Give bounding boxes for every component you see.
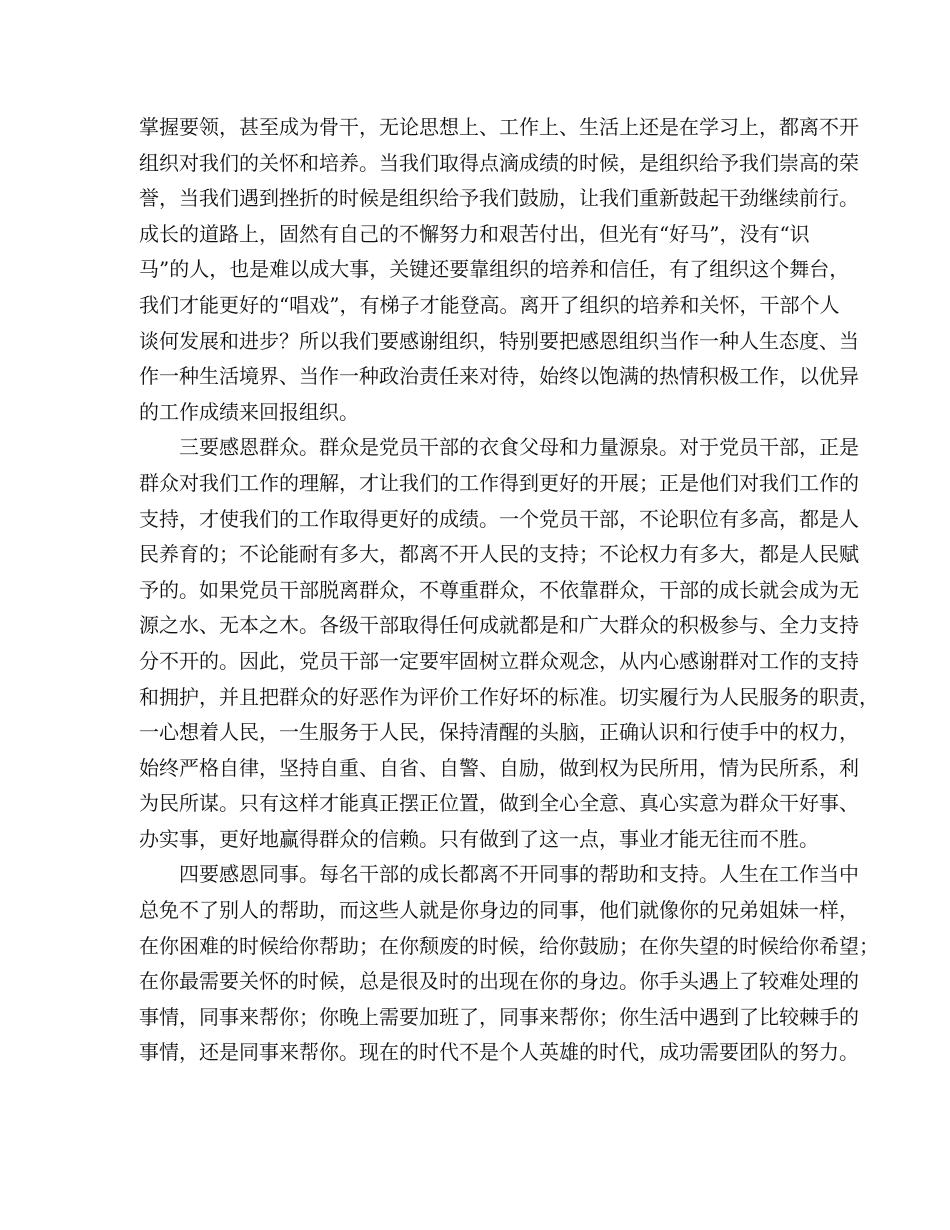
text-line: 始终严格自律，坚持自重、自省、自警、自励，做到权为民所用，情为民所系，利	[139, 755, 859, 780]
text-line: 办实事，更好地赢得群众的信赖。只有做到了这一点，事业才能无往而不胜。	[139, 826, 819, 851]
text-line: 予的。如果党员干部脱离群众，不尊重群众，不依靠群众，干部的成长就会成为无	[139, 577, 859, 602]
text-line: 成长的道路上，固然有自己的不懈努力和艰苦付出，但光有“好马”，没有“识	[139, 221, 810, 246]
text-line: 为民所谋。只有这样才能真正摆正位置，做到全心全意、真心实意为群众干好事、	[139, 791, 859, 816]
text-line: 誉，当我们遇到挫折的时候是组织给予我们鼓励，让我们重新鼓起干劲继续前行。	[139, 186, 859, 211]
text-line: 群众对我们工作的理解，才让我们的工作得到更好的开展；正是他们对我们工作的	[139, 470, 859, 495]
document-body	[139, 110, 879, 1071]
text-line: 源之水、无本之木。各级干部取得任何成就都是和广大群众的积极参与、全力支持	[139, 613, 859, 638]
text-line: 掌握要领，甚至成为骨干，无论思想上、工作上、生活上还是在学习上，都离不开	[139, 115, 859, 139]
text-line: 一心想着人民，一生服务于人民，保持清醒的头脑，正确认识和行使手中的权力，	[139, 720, 859, 745]
text-line: 事情，同事来帮你；你晚上需要加班了，同事来帮你；你生活中遇到了比较棘手的	[139, 1004, 859, 1029]
text-line: 支持，才使我们的工作取得更好的成绩。一个党员干部，不论职位有多高，都是人	[139, 506, 859, 531]
text-line: 我们才能更好的“唱戏”，有梯子才能登高。离开了组织的培养和关怀，干部个人	[139, 292, 840, 317]
paragraph-first-line: 四要感恩同事。每名干部的成长都离不开同事的帮助和支持。人生在工作当中	[179, 862, 859, 887]
text-line: 组织对我们的关怀和培养。当我们取得点滴成绩的时候，是组织给予我们崇高的荣	[139, 150, 859, 175]
paragraph-first-line: 三要感恩群众。群众是党员干部的衣食父母和力量源泉。对于党员干部，正是	[179, 435, 859, 460]
text-line: 事情，还是同事来帮你。现在的时代不是个人英雄的时代，成功需要团队的努力。	[139, 1040, 859, 1065]
text-line: 和拥护，并且把群众的好恶作为评价工作好坏的标准。切实履行为人民服务的职责，	[139, 684, 879, 709]
text-line: 在你最需要关怀的时候，总是很及时的出现在你的身边。你手头遇上了较难处理的	[139, 969, 859, 994]
text-line: 的工作成绩来回报组织。	[139, 399, 359, 424]
text-line: 马”的人，也是难以成大事，关键还要靠组织的培养和信任，有了组织这个舞台，	[139, 257, 850, 282]
text-line: 分不开的。因此，党员干部一定要牢固树立群众观念，从内心感谢群对工作的支持	[139, 648, 859, 673]
text-line: 谈何发展和进步？所以我们要感谢组织，特别要把感恩组织当作一种人生态度、当	[139, 328, 859, 353]
text-line: 在你困难的时候给你帮助；在你颓废的时候，给你鼓励；在你失望的时候给你希望；	[139, 933, 879, 958]
text-line: 总免不了别人的帮助，而这些人就是你身边的同事，他们就像你的兄弟姐妹一样，	[139, 898, 859, 923]
text-line: 作一种生活境界、当作一种政治责任来对待，始终以饱满的热情积极工作，以优异	[139, 364, 859, 389]
text-line: 民养育的；不论能耐有多大，都离不开人民的支持；不论权力有多大，都是人民赋	[139, 542, 859, 567]
